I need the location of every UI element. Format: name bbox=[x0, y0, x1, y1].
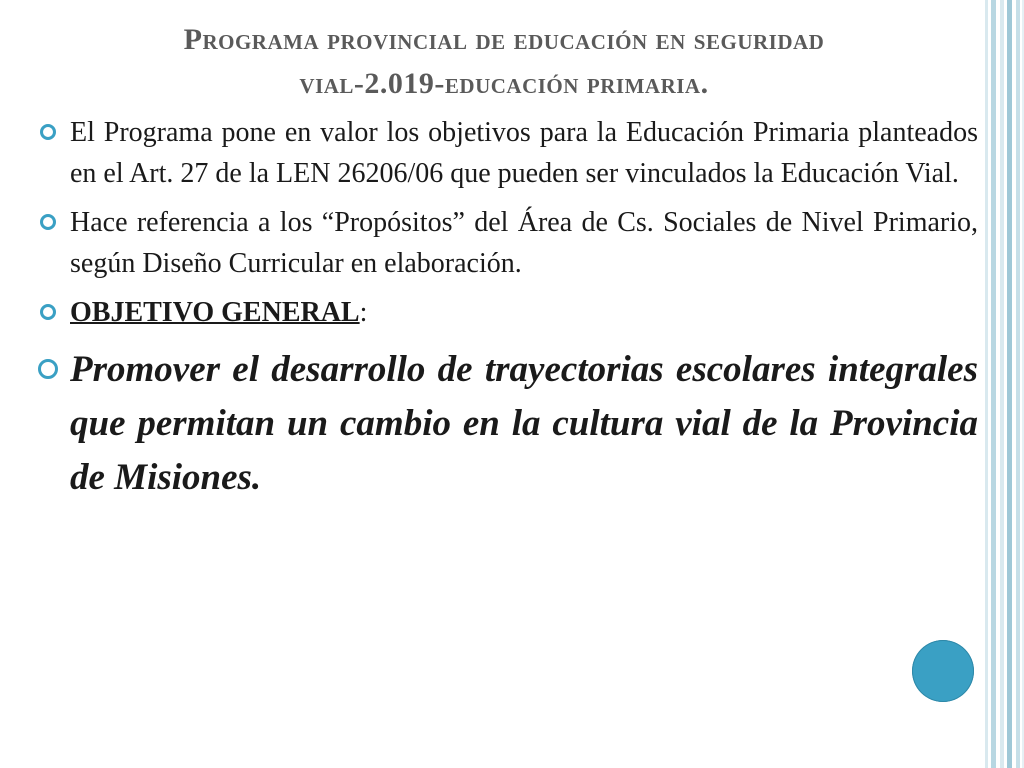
teal-circle-decoration bbox=[912, 640, 974, 702]
ring-bullet-icon bbox=[40, 124, 56, 140]
title-line-2: vial-2.019-educación primaria. bbox=[299, 67, 709, 100]
ring-bullet-icon bbox=[40, 304, 56, 320]
slide-content bbox=[40, 112, 978, 505]
objective-colon: : bbox=[359, 297, 368, 328]
decorative-stripes bbox=[980, 0, 1024, 768]
objective-statement: Promover el desarrollo de trayectorias escolares integrales que permitan un cambio en la cultura vial de la Provincia de Misiones. bbox=[70, 349, 978, 498]
bullet-item bbox=[40, 292, 978, 333]
stripe bbox=[1016, 0, 1020, 768]
ring-bullet-icon bbox=[38, 359, 58, 379]
ring-bullet-icon bbox=[40, 214, 56, 230]
bullet-text: Hace referencia a los “Propósitos” del Área de Cs. Sociales de Nivel Primario, según Diseño Curricular en elaboración. bbox=[70, 207, 978, 279]
bullet-text: El Programa pone en valor los objetivos para la Educación Primaria planteados en el Art. 27 de la LEN 26206/06 que pueden ser vinculados la Educación Vial. bbox=[70, 117, 978, 189]
bullet-item bbox=[40, 202, 978, 284]
stripe bbox=[1007, 0, 1012, 768]
objective-label: OBJETIVO GENERAL bbox=[70, 297, 360, 328]
slide-title bbox=[44, 18, 964, 106]
bullet-item bbox=[40, 343, 978, 505]
stripe bbox=[985, 0, 988, 768]
bullet-item bbox=[40, 112, 978, 194]
objective-heading bbox=[70, 292, 978, 333]
stripe bbox=[991, 0, 996, 768]
title-line-1: Programa provincial de educación en seguridad bbox=[183, 23, 825, 56]
stripe bbox=[1000, 0, 1004, 768]
